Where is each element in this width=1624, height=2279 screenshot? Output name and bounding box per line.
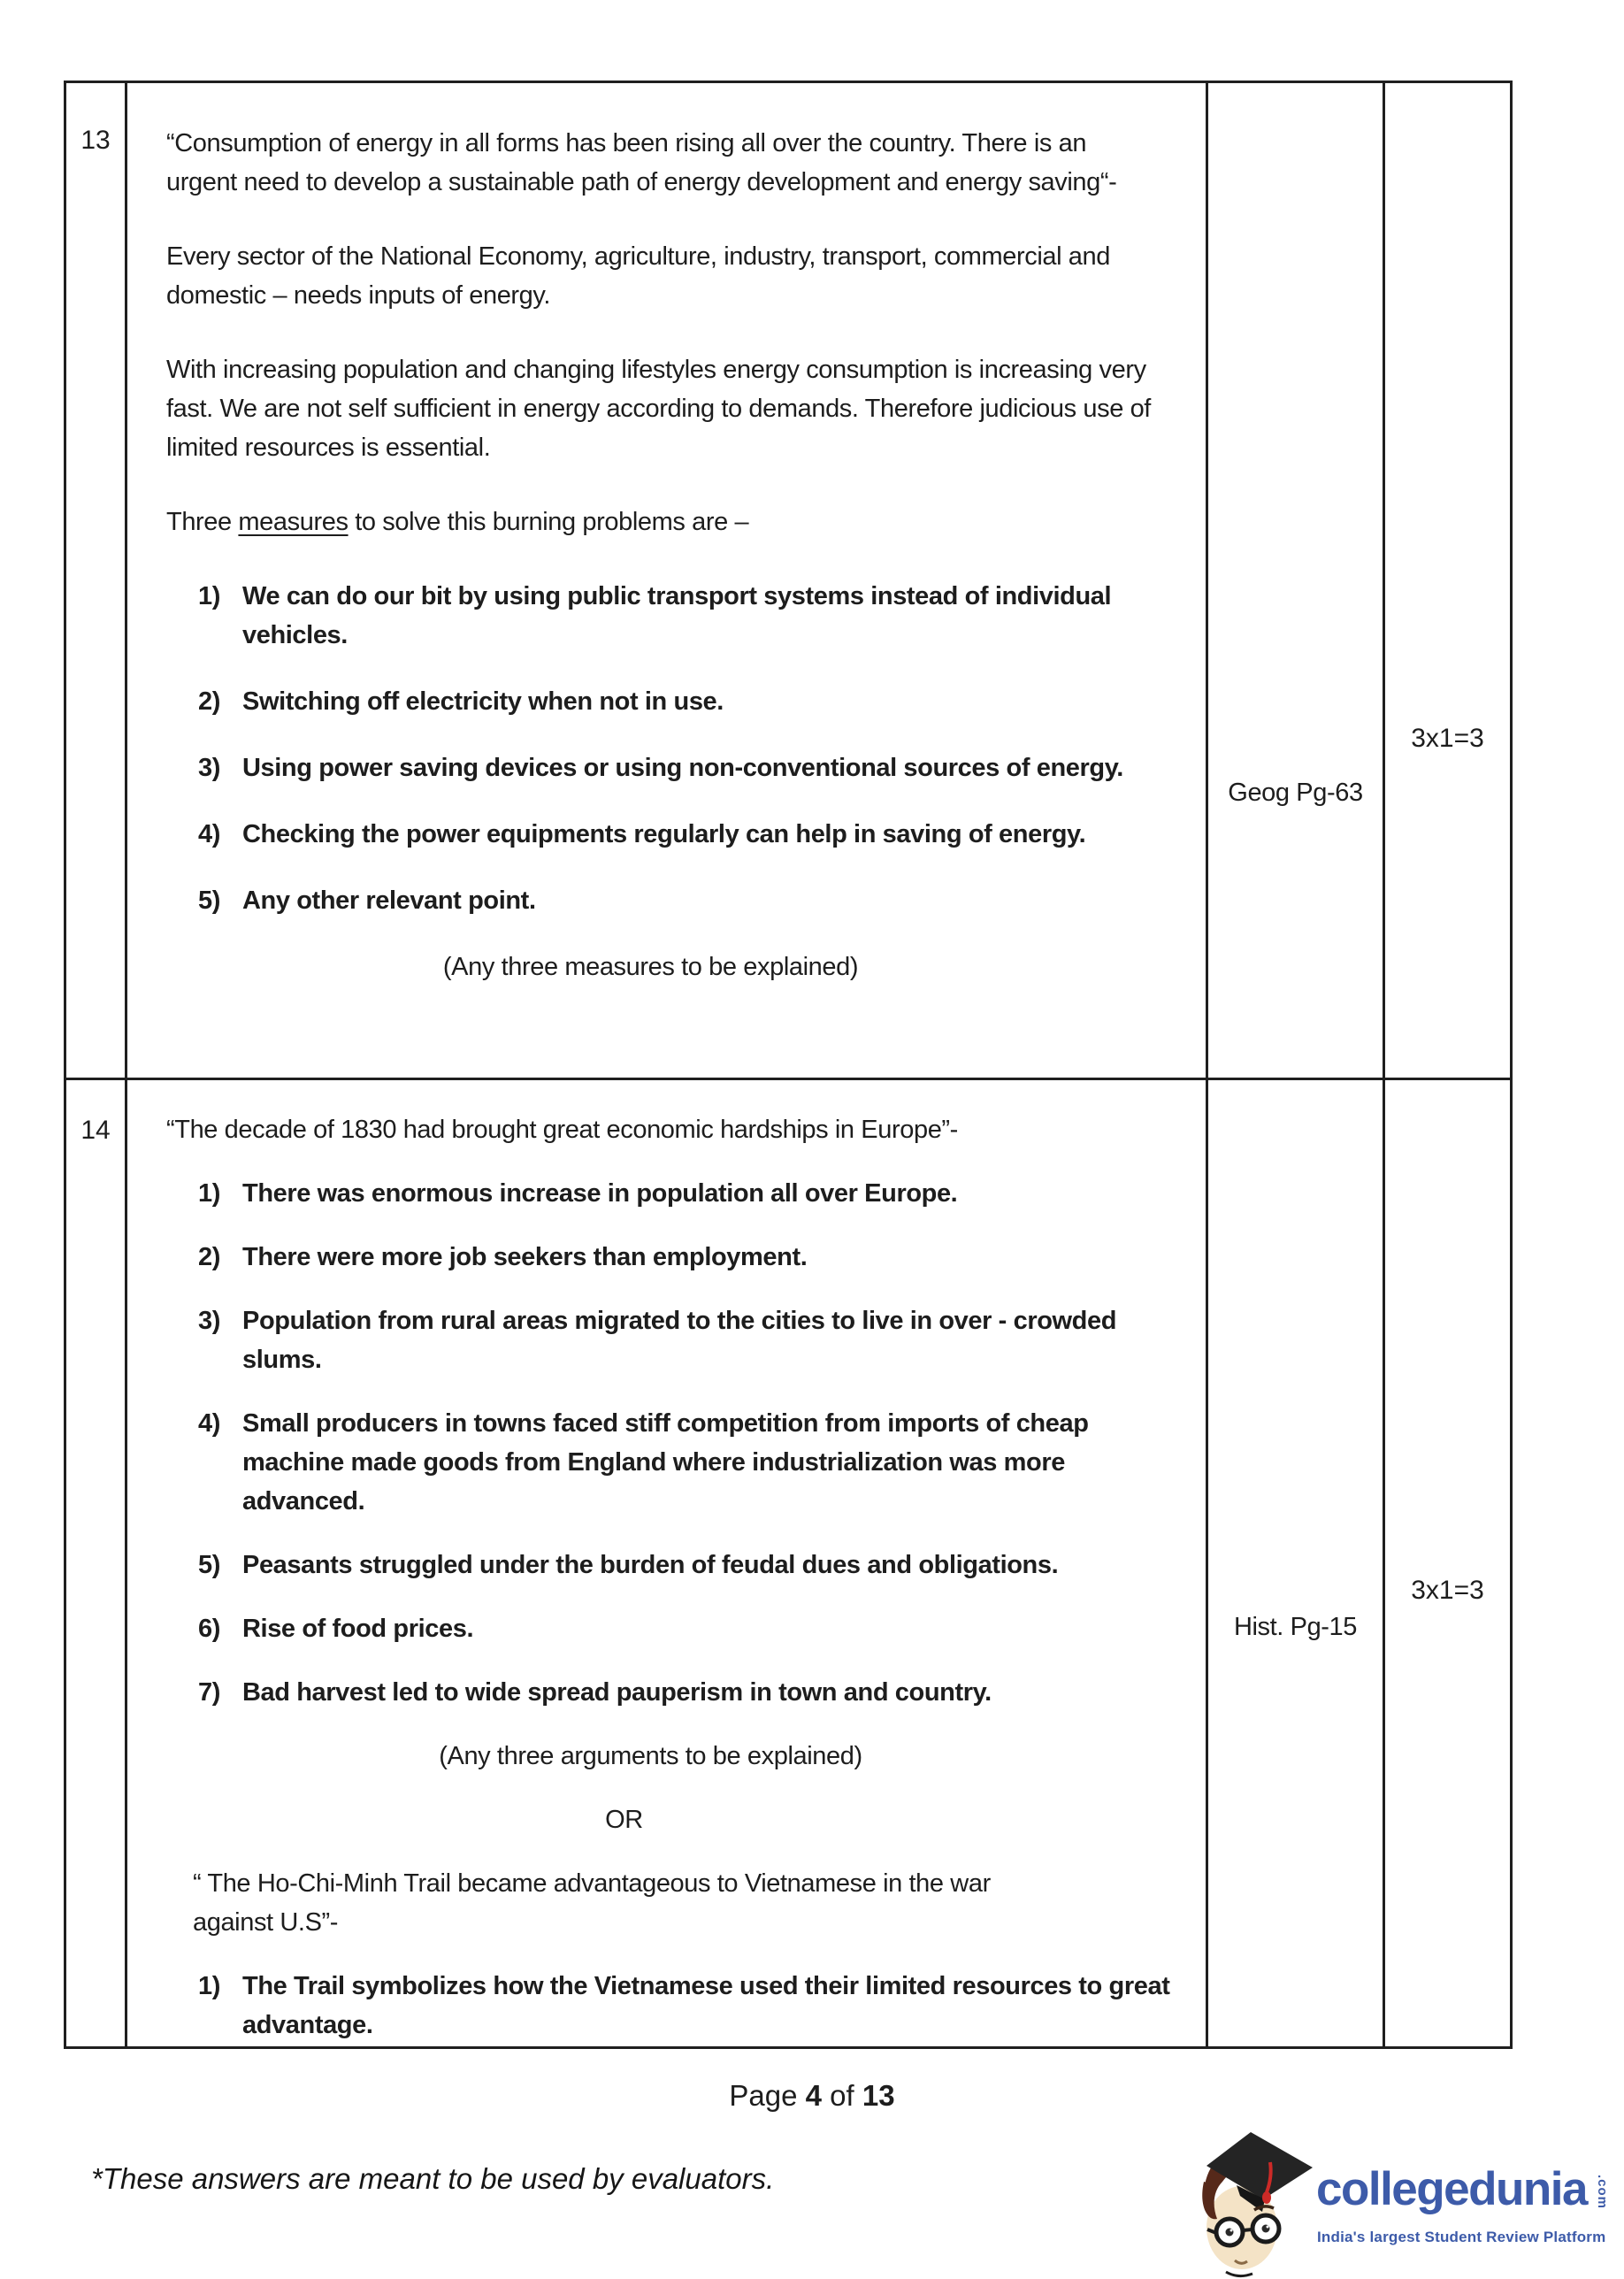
- question-14-answer-cell: [127, 1080, 1208, 2046]
- underlined-word: measures: [238, 508, 349, 536]
- item-number: 4): [198, 1409, 220, 1438]
- evaluator-note: *These answers are meant to be used by evaluators.: [91, 2162, 775, 2195]
- q13-paragraph: Every sector of the National Economy, agriculture, industry, transport, commercial and domestic – needs inputs of energy.: [166, 242, 1110, 310]
- item-number: 5): [198, 886, 220, 915]
- item-text: Using power saving devices or using non-conventional sources of energy.: [242, 754, 1123, 782]
- q13-measures-list: [198, 577, 1188, 920]
- question-13-source-cell: [1208, 83, 1385, 1080]
- list-item: [198, 1238, 1188, 1277]
- question-13-answer-cell: [127, 83, 1208, 1080]
- list-item: [198, 1174, 1188, 1213]
- list-item: [198, 1609, 1188, 1648]
- q14-arguments-list: [198, 1174, 1188, 1712]
- item-number: 2): [198, 687, 220, 716]
- q13-paragraph: With increasing population and changing lifestyles energy consumption is increasing very fast. We are not self sufficient in energy according to demands. Therefore judicious use of limited resources is essential.: [166, 356, 1151, 462]
- item-text: Bad harvest led to wide spread pauperism in town and country.: [242, 1678, 992, 1707]
- item-text: The Trail symbolizes how the Vietnamese used their limited resources to great advantage.: [242, 1972, 1170, 2039]
- logo-tagline: India's largest Student Review Platform: [1317, 2229, 1606, 2245]
- question-14-source-cell: [1208, 1080, 1385, 2046]
- item-text: There was enormous increase in population all over Europe.: [242, 1179, 958, 1208]
- logo-com-suffix: .com: [1595, 2175, 1610, 2210]
- item-number: 2): [198, 1243, 220, 1271]
- page-word: Page: [729, 2079, 806, 2112]
- item-number: 5): [198, 1551, 220, 1579]
- item-text: There were more job seekers than employment.: [242, 1243, 808, 1271]
- page-number-line: [0, 2079, 1624, 2113]
- item-number: 4): [198, 820, 220, 848]
- or-separator: OR: [605, 1806, 643, 1834]
- marks-value: 3x1=3: [1411, 724, 1484, 753]
- logo-wordmark: collegedunia: [1316, 2163, 1587, 2215]
- question-14-marks-cell: [1385, 1080, 1510, 2046]
- answer-table: [64, 81, 1513, 2049]
- q14-alt-quote-paragraph: “ The Ho-Chi-Minh Trail became advantageous to Vietnamese in the war against U.S”-: [193, 1869, 991, 1937]
- q13-measures-line: Three measures to solve this burning problems are –: [166, 508, 749, 536]
- item-text: Peasants struggled under the burden of feudal dues and obligations.: [242, 1551, 1059, 1579]
- item-text: Switching off electricity when not in use.: [242, 687, 724, 716]
- question-13-number-cell: [66, 83, 127, 1080]
- list-item: [198, 1967, 1188, 2045]
- item-number: 6): [198, 1615, 220, 1643]
- list-item: [198, 1546, 1188, 1585]
- question-13-marks-cell: [1385, 83, 1510, 1080]
- marks-value: 3x1=3: [1411, 1576, 1484, 1605]
- page-total: 13: [862, 2079, 895, 2112]
- list-item: [198, 682, 1188, 721]
- q13-evaluation-note: (Any three measures to be explained): [442, 953, 859, 981]
- question-number: 14: [80, 1116, 111, 1145]
- item-number: 1): [198, 1972, 220, 2000]
- graduate-mascot-icon: [1199, 2129, 1314, 2279]
- item-text: Checking the power equipments regularly can help in saving of energy.: [242, 820, 1086, 848]
- list-item: [198, 1301, 1188, 1379]
- item-text: Any other relevant point.: [242, 886, 536, 915]
- item-text: Rise of food prices.: [242, 1615, 474, 1643]
- q14-quote-paragraph: “The decade of 1830 had brought great economic hardships in Europe”-: [166, 1116, 958, 1144]
- item-text: We can do our bit by using public transport systems instead of individual vehicles.: [242, 582, 1112, 649]
- question-14-number-cell: [66, 1080, 127, 2046]
- item-number: 7): [198, 1678, 220, 1707]
- question-number: 13: [80, 126, 111, 155]
- of-word: of: [822, 2079, 862, 2112]
- list-item: [198, 881, 1188, 920]
- list-item: [198, 577, 1188, 655]
- source-reference: Geog Pg-63: [1228, 779, 1363, 807]
- collegedunia-logo: [1199, 2122, 1619, 2279]
- list-item: [198, 815, 1188, 854]
- item-number: 3): [198, 754, 220, 782]
- list-item: [198, 1673, 1188, 1712]
- item-number: 1): [198, 1179, 220, 1208]
- page-number: 4: [805, 2079, 823, 2112]
- item-text: Small producers in towns faced stiff competition from imports of cheap machine made goods from England where industrialization was more advanced.: [242, 1409, 1089, 1515]
- item-number: 1): [198, 582, 220, 610]
- item-text: Population from rural areas migrated to the cities to live in over - crowded slums.: [242, 1307, 1117, 1374]
- item-number: 3): [198, 1307, 220, 1335]
- q14-evaluation-note: (Any three arguments to be explained): [439, 1742, 862, 1770]
- list-item: [198, 1404, 1188, 1521]
- source-reference: Hist. Pg-15: [1233, 1613, 1358, 1641]
- q13-quote-paragraph: “Consumption of energy in all forms has been rising all over the country. There is an urgent need to develop a sustainable path of energy development and energy saving“-: [166, 129, 1117, 196]
- q14-alt-list: [198, 1967, 1188, 2045]
- list-item: [198, 748, 1188, 787]
